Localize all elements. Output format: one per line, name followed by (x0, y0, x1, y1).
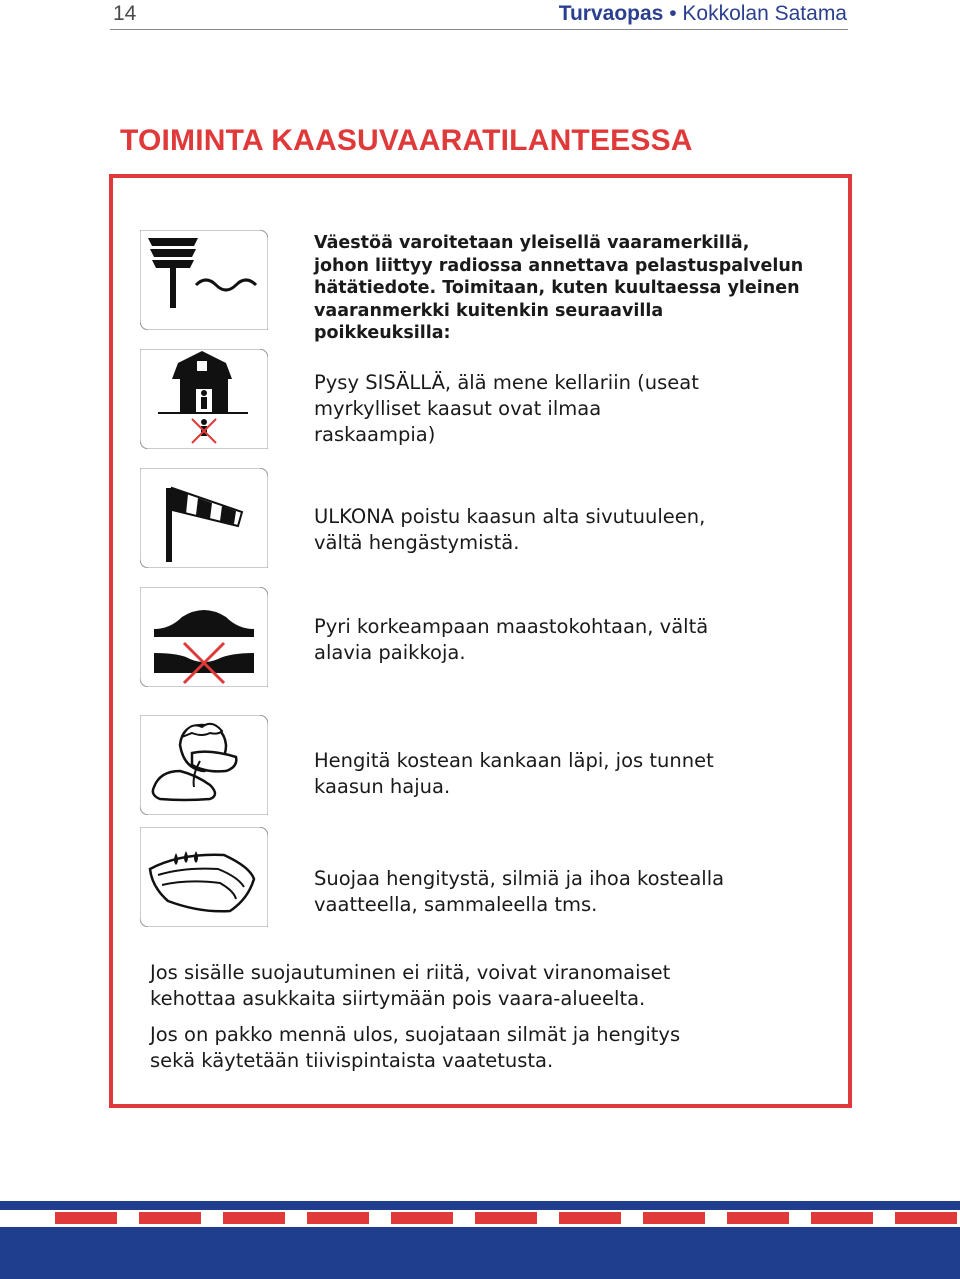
breathe-cloth-text (314, 748, 714, 800)
header-separator: • (669, 2, 677, 25)
text-line: Pyri korkeampaan maastokohtaan, vältä (314, 615, 709, 638)
text-line: Pysy SISÄLLÄ, älä mene kellariin (useat (314, 371, 699, 394)
text-line: myrkylliset kaasut ovat ilmaa (314, 397, 602, 420)
header-rule (110, 29, 848, 30)
text-line: Jos on pakko mennä ulos, suojataan silmät ja hengitys (150, 1023, 681, 1046)
text-line: Väestöä varoitetaan yleisellä vaaramerkillä, (314, 233, 750, 253)
text-line: sekä käytetään tiivispintaista vaatetusta. (150, 1049, 554, 1072)
text-line: hätätiedote. Toimitaan, kuten kuultaessa yleinen (314, 278, 800, 298)
text-line: raskaampia) (314, 423, 436, 446)
brand-name: Turvaopas (558, 2, 664, 25)
text-line: Jos sisälle suojautuminen ei riitä, voivat viranomaiset (150, 961, 671, 984)
text-line: Hengitä kostean kankaan läpi, jos tunnet (314, 749, 714, 772)
text-line: kaasun hajua. (314, 775, 451, 798)
text-line: kehottaa asukkaita siirtymään pois vaara-alueelta. (150, 987, 646, 1010)
text-line: Suojaa hengitystä, silmiä ja ihoa kostealla (314, 867, 725, 890)
page-number: 14 (113, 2, 137, 25)
header-subtitle: Kokkolan Satama (682, 2, 847, 25)
text-line: ULKONA poistu kaasun alta sivutuuleen, (314, 505, 706, 528)
protect-text (314, 866, 724, 918)
crosswind-text (314, 504, 705, 556)
intro-text (314, 232, 803, 345)
text-line: vaatteella, sammaleella tms. (314, 893, 598, 916)
text-line: vältä hengästymistä. (314, 531, 520, 554)
siren-warning-icon (140, 230, 268, 330)
text-line: vaaranmerkki kuitenkin seuraavilla (314, 300, 664, 321)
wet-cloth-icon (140, 827, 268, 927)
outdoors-note (150, 1022, 680, 1074)
high-ground-icon (140, 587, 268, 687)
high-ground-text (314, 614, 708, 666)
text-line: poikkeuksilla: (314, 323, 451, 343)
text-line: johon liittyy radiossa annettava pelastuspalvelun (314, 255, 804, 276)
footer-band (0, 1227, 960, 1279)
evacuation-note (150, 960, 670, 1012)
stay-indoors-text (314, 370, 699, 448)
footer-dashes (0, 1212, 960, 1224)
shelter-indoors-icon (140, 349, 268, 449)
running-header (559, 2, 847, 26)
page-title: TOIMINTA KAASUVAARATILANTEESSA (120, 124, 693, 157)
text-line: alavia paikkoja. (314, 641, 466, 664)
windsock-icon (140, 468, 268, 568)
footer-stripe (0, 1201, 960, 1210)
breathe-through-cloth-icon (140, 715, 268, 815)
